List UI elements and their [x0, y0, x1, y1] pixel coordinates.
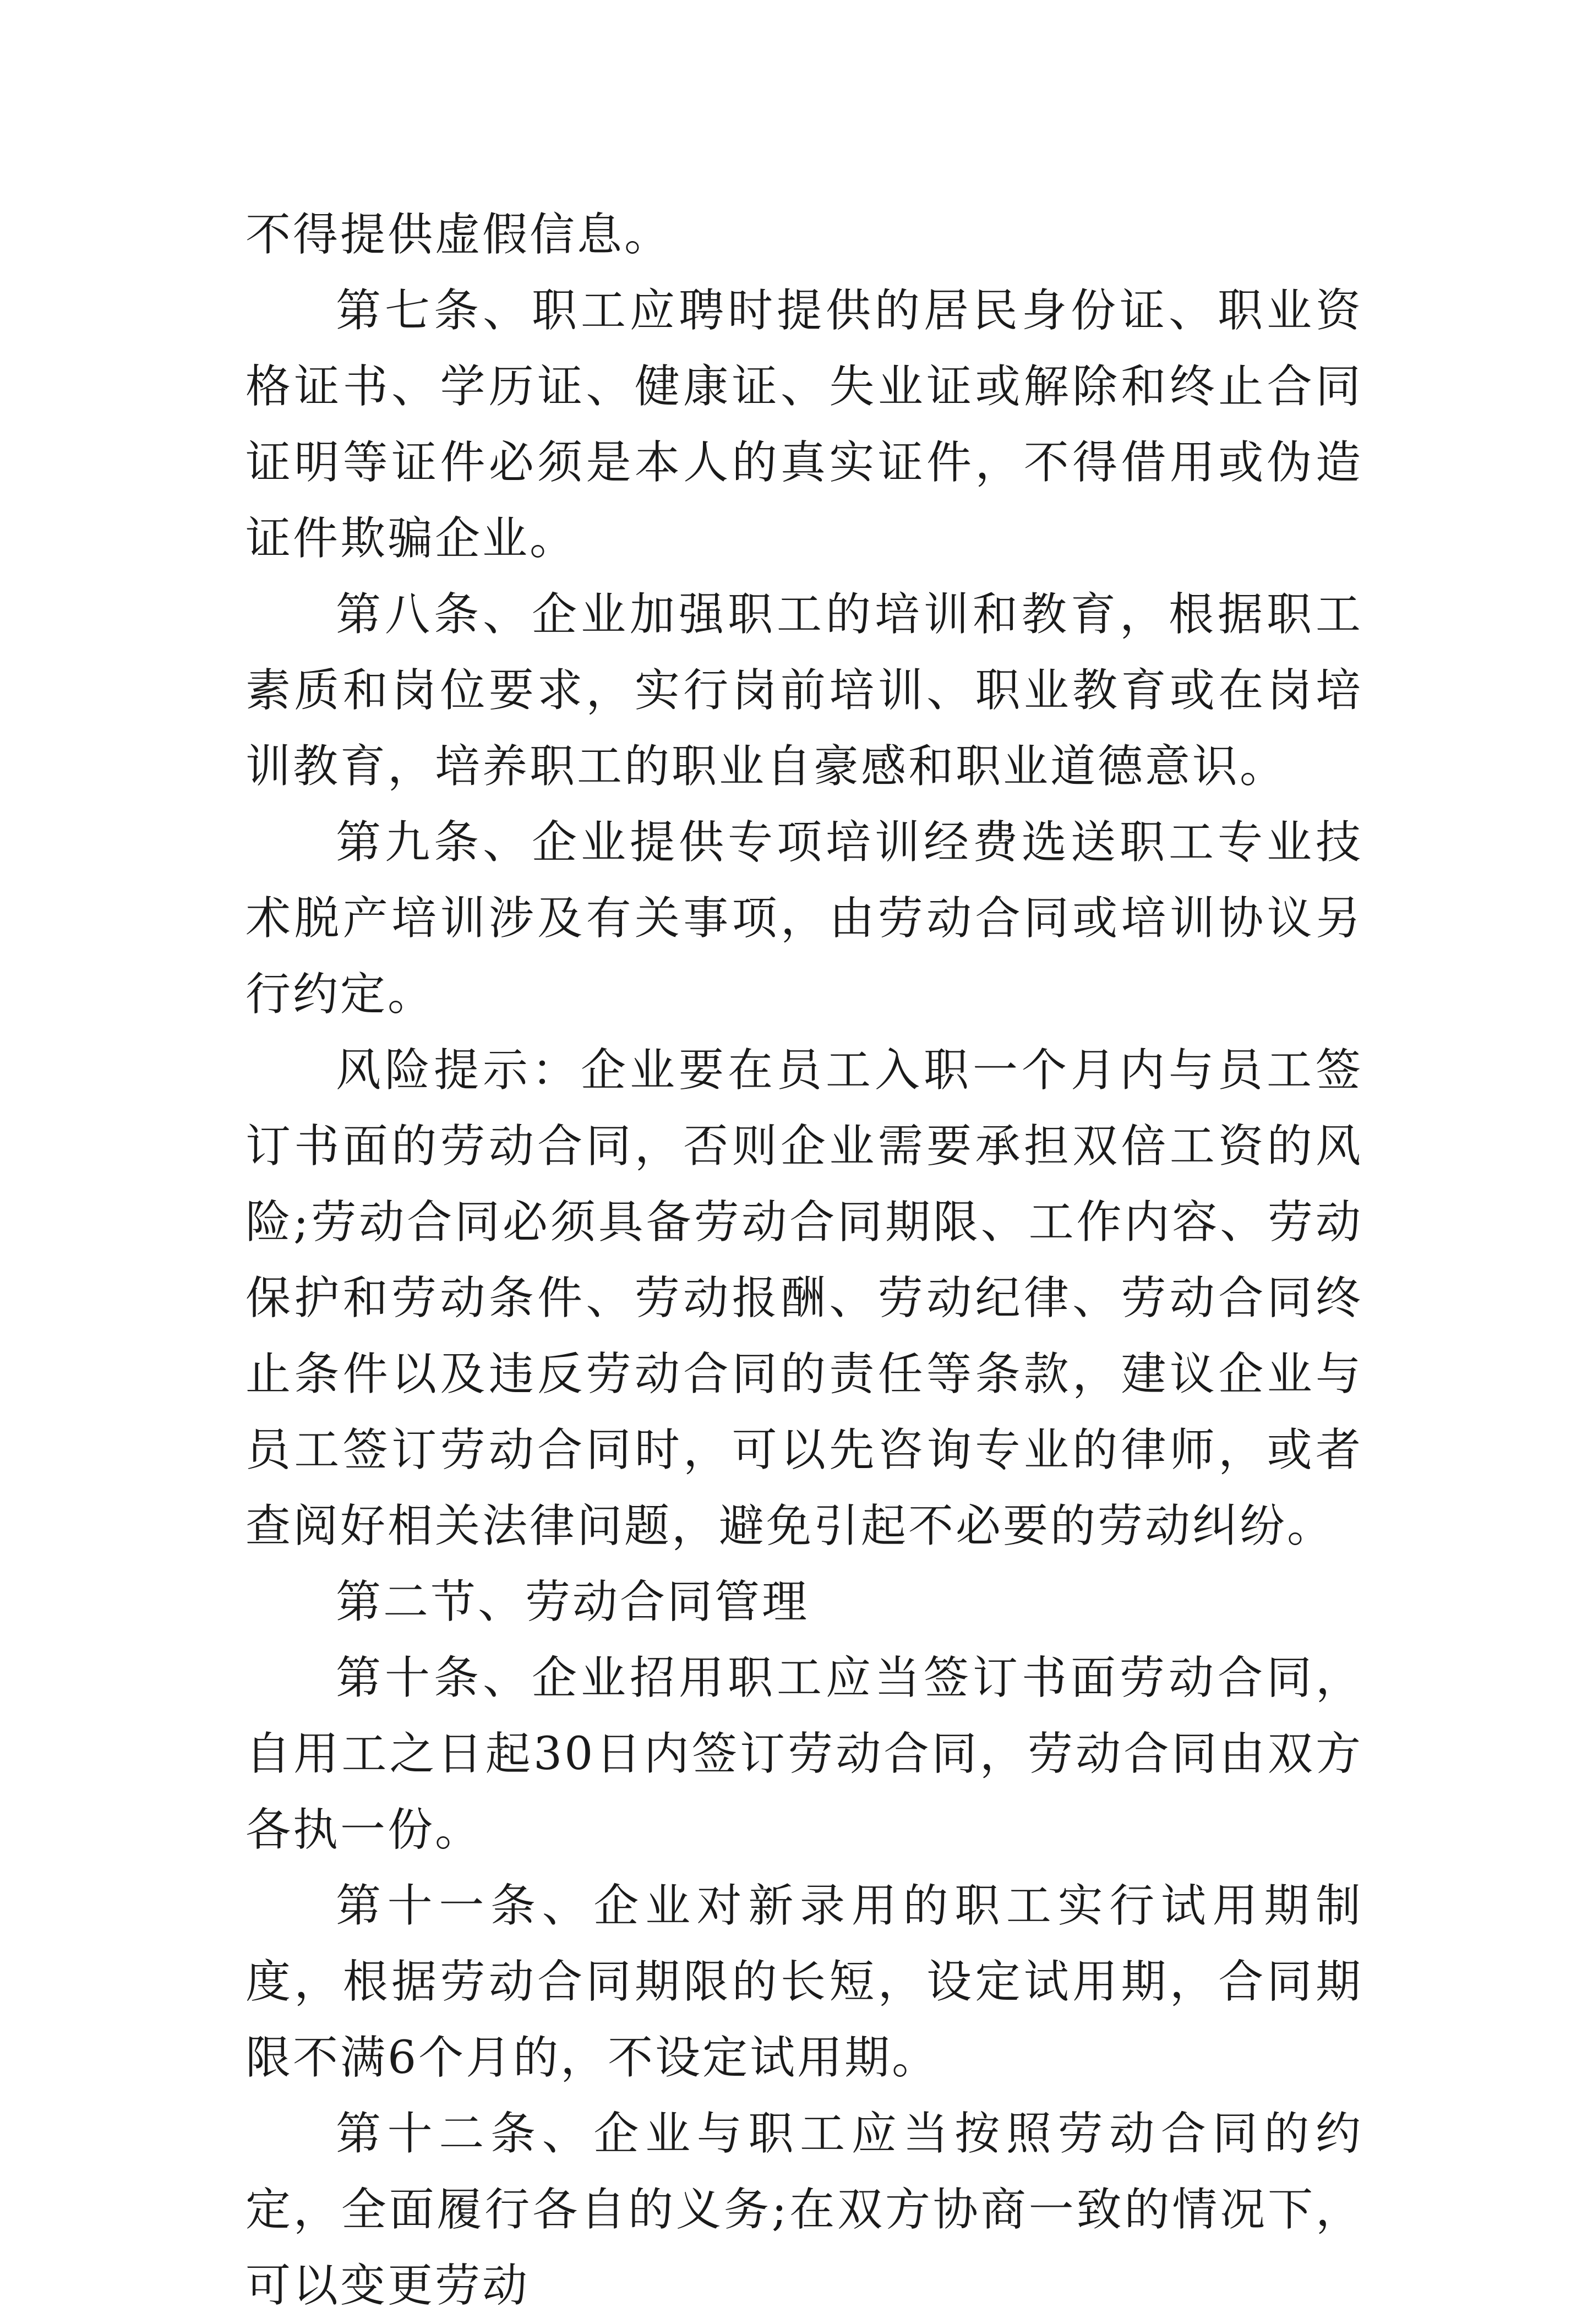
article-9-paragraph: 第九条、企业提供专项培训经费选送职工专业技术脱产培训涉及有关事项，由劳动合同或培训协议另行约定。	[246, 816, 1363, 1021]
article-11-paragraph: 第十一条、企业对新录用的职工实行试用期制度，根据劳动合同期限的长短，设定试用期，合同期限不满6个月的，不设定试用期。	[246, 1880, 1363, 2084]
article-7-paragraph: 第七条、职工应聘时提供的居民身份证、职业资格证书、学历证、健康证、失业证或解除和终止合同证明等证件必须是本人的真实证件，不得借用或伪造证件欺骗企业。	[246, 285, 1363, 565]
article-8-paragraph: 第八条、企业加强职工的培训和教育，根据职工素质和岗位要求，实行岗前培训、职业教育或在岗培训教育，培养职工的职业自豪感和职业道德意识。	[246, 588, 1363, 793]
article-10-paragraph: 第十条、企业招用职工应当签订书面劳动合同，自用工之日起30日内签订劳动合同，劳动合同由双方各执一份。	[246, 1652, 1363, 1856]
section-heading: 第二节、劳动合同管理	[336, 1576, 810, 1628]
risk-notice-paragraph: 风险提示：企业要在员工入职一个月内与员工签订书面的劳动合同，否则企业需要承担双倍工资的风险;劳动合同必须具备劳动合同期限、工作内容、劳动保护和劳动条件、劳动报酬、劳动纪律、劳动合同终止条件以及违反劳动合同的责任等条款，建议企业与员工签订劳动合同时，可以先咨询专业的律师，或者查阅好相关法律问题，避免引起不必要的劳动纠纷。	[246, 1044, 1363, 1552]
document-body	[246, 197, 1363, 2324]
paragraph-continuation: 不得提供虚假信息。	[246, 209, 672, 261]
article-12-paragraph: 第十二条、企业与职工应当按照劳动合同的约定，全面履行各自的义务;在双方协商一致的情况下，可以变更劳动	[246, 2108, 1363, 2312]
